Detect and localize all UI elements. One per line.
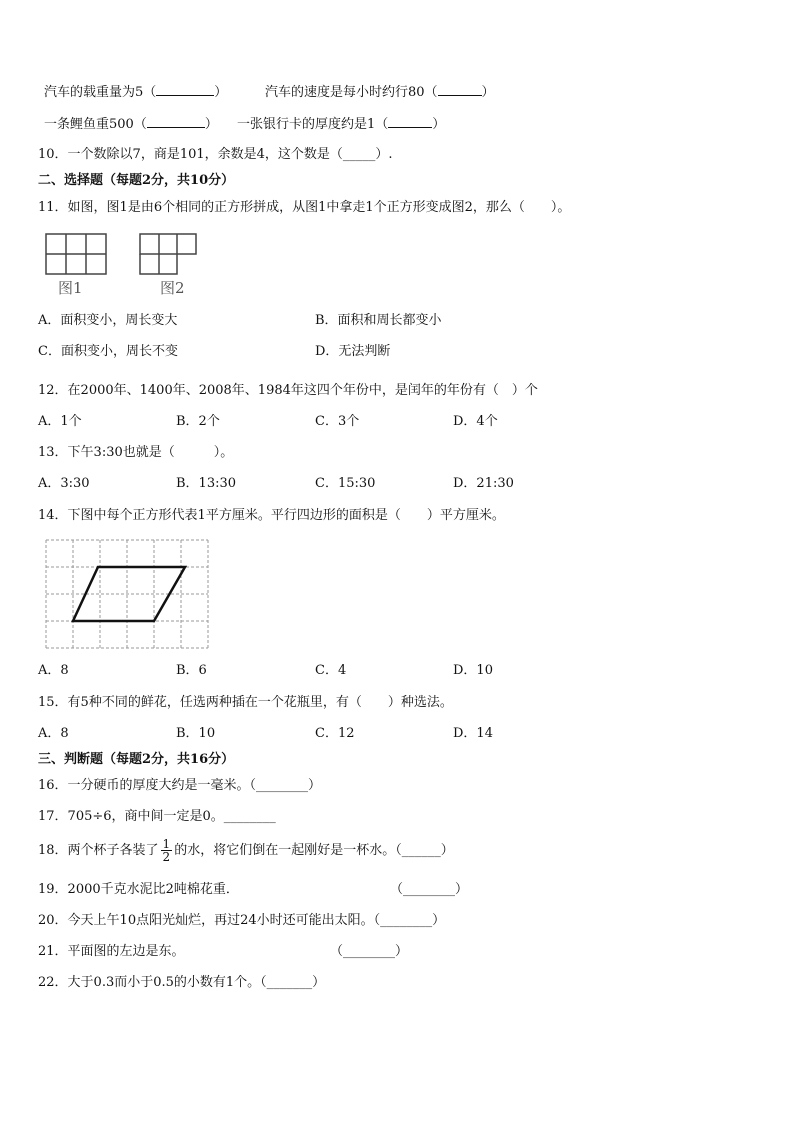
q9-row1-right: 汽车的速度是每小时约行80（ ）: [265, 85, 495, 100]
figure-2-label: 图2: [160, 279, 185, 297]
q9-row2-right: 一张银行卡的厚度约是1（ ）: [237, 117, 446, 132]
q19-answer-blank[interactable]: （________）: [390, 882, 469, 897]
q14-option-a[interactable]: A．8: [38, 663, 69, 678]
question-15: 15．有5种不同的鲜花，任选两种插在一个花瓶里，有（ ）种选法。: [38, 695, 453, 710]
question-20: 20．今天上午10点阳光灿烂，再过24小时还可能出太阳。（________）: [38, 913, 446, 928]
q9-row1-left: 汽车的载重量为5（ ）: [44, 85, 228, 100]
question-13: 13．下午3:30也就是（ ）。: [38, 445, 234, 460]
q15-option-b[interactable]: B．10: [176, 726, 216, 741]
q14-option-b[interactable]: B．6: [176, 663, 207, 678]
q21-answer-blank[interactable]: （________）: [330, 944, 409, 959]
question-21: 21．平面图的左边是东。: [38, 944, 185, 959]
section-heading-choice: 二、选择题（每题2分，共10分）: [38, 173, 235, 188]
question-14: 14．下图中每个正方形代表1平方厘米。平行四边形的面积是（ ）平方厘米。: [38, 508, 505, 523]
q12-option-c[interactable]: C．3个: [315, 414, 360, 429]
q15-option-c[interactable]: C．12: [315, 726, 355, 741]
q9-row2-left: 一条鲤鱼重500（ ）: [44, 117, 218, 132]
answer-blank[interactable]: [147, 115, 205, 128]
q11-option-b[interactable]: B．面积和周长都变小: [315, 313, 442, 328]
question-17: 17．705÷6，商中间一定是0。________: [38, 809, 276, 824]
figure-1-label: 图1: [58, 279, 83, 297]
answer-blank[interactable]: [388, 115, 432, 128]
q11-figure: [40, 228, 210, 300]
answer-blank[interactable]: [438, 83, 482, 96]
q14-option-c[interactable]: C．4: [315, 663, 347, 678]
question-10: 10．一个数除以7，商是101，余数是4，这个数是（_____）.: [38, 147, 393, 162]
q13-option-b[interactable]: B．13:30: [176, 476, 237, 491]
q14-option-d[interactable]: D．10: [453, 663, 493, 678]
question-19: 19．2000千克水泥比2吨棉花重．: [38, 882, 239, 897]
q13-option-d[interactable]: D．21:30: [453, 476, 514, 491]
q14-grid-figure: [42, 536, 212, 652]
q11-option-d[interactable]: D．无法判断: [315, 344, 391, 359]
figure-1-grid: [46, 234, 106, 274]
q13-option-c[interactable]: C．15:30: [315, 476, 376, 491]
fraction-one-half: $\frac{1}{2}$: [162, 837, 171, 864]
q12-option-b[interactable]: B．2个: [176, 414, 220, 429]
question-12: 12．在2000年、1400年、2008年、1984年这四个年份中，是闰年的年份有（ ）个: [38, 383, 538, 398]
question-22: 22．大于0.3而小于0.5的小数有1个。（_______）: [38, 975, 326, 990]
q11-option-a[interactable]: A．面积变小，周长变大: [38, 313, 178, 328]
grid-lines: [46, 540, 208, 648]
question-16: 16．一分硬币的厚度大约是一毫米。（________）: [38, 778, 322, 793]
question-18: 18．两个杯子各装了 $\frac{1}{2}$ 的水，将它们倒在一起刚好是一杯水。（______）: [38, 837, 454, 864]
section-heading-judgement: 三、判断题（每题2分，共16分）: [38, 752, 235, 767]
q11-option-c[interactable]: C．面积变小，周长不变: [38, 344, 178, 359]
answer-blank[interactable]: [156, 83, 214, 96]
q12-option-a[interactable]: A．1个: [38, 414, 82, 429]
q15-option-a[interactable]: A．8: [38, 726, 69, 741]
question-11: 11．如图，图1是由6个相同的正方形拼成，从图1中拿走1个正方形变成图2，那么（ ）。: [38, 200, 571, 215]
q15-option-d[interactable]: D．14: [453, 726, 493, 741]
q12-option-d[interactable]: D．4个: [453, 414, 498, 429]
q13-option-a[interactable]: A．3:30: [38, 476, 90, 491]
figure-2-grid: [140, 234, 196, 274]
